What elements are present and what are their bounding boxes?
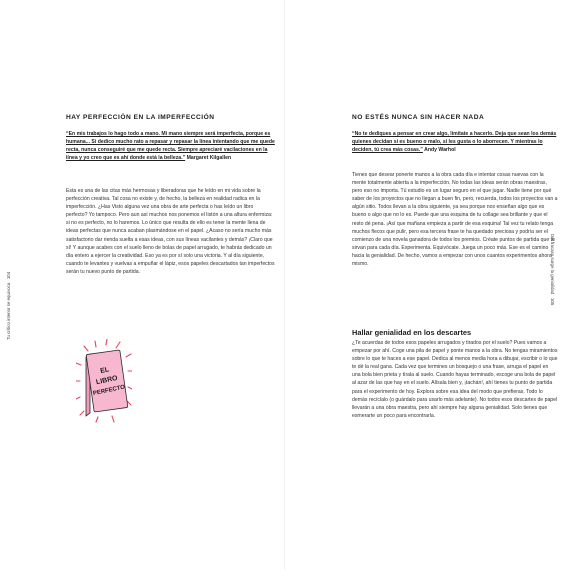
left-body-text: Esta es una de las citas más hermosas y liberadoras que he leído en mi vida sobre la perfección creativa. Tal cosa no existe y, de hecho, la belleza en realidad radica en la imperfección. ¿Has Visto alguna vez una obra de arte perfecta o has leído un libro perfecto? Yo tampoco. Pero aun así muchos nos ponemos el listón a una altura enfermiza: si no es perfecto, no lo haremos. Lo único que resulta de ello es tener la mente llena de ideas perfectas que nunca acaban plasmándose en el papel. ¿Acaso no sería mucho más satisfactorio dar rienda suelta a esas ideas, con sus líneas vacilantes y demás? ¡Claro que sí! Y aunque acabes con el suelo lleno de bolas de papel arrugado, te habrás dedicado un día entero a ejercer la creatividad. Eso ya es por sí solo una victoria. Y al día siguiente, cuando te levantes y vuelvas a empuñar el lápiz, esos papeles descartados tan imperfectos serán tu nuevo punto de partida. <box>66 188 275 275</box>
left-section-title: HAY PERFECCIÓN EN LA IMPERFECCIÓN <box>66 114 215 121</box>
right-running-head: Del fracaso surge la genialidad 105 <box>550 234 555 306</box>
right-page <box>285 0 570 570</box>
svg-text:LIBRO: LIBRO <box>95 374 119 387</box>
perfect-book-illustration <box>76 339 132 423</box>
svg-text:EL: EL <box>99 366 110 376</box>
left-quote-author: Margaret Kilgallen <box>186 154 232 161</box>
left-quote: “En mis trabajos lo hago todo a mano. Mi mano siempre será imperfecta, porque es humana... Si dedico mucho rato a repasar y repasar la línea intentando que me quede recta, nunca conseguiré que me quede recta. Siempre apreciaré vacilaciones en la línea y yo creo que es ahí donde está la belleza.” Margaret Kilgallen <box>66 131 275 161</box>
right-subhead: Hallar genialidad en los descartes <box>352 328 472 337</box>
right-quote: “No te dediques a pensar en crear algo, limítate a hacerlo. Deja que sean los demás quienes decidan si es bueno o malo, si les gusta o lo aborrecen. Y mientras lo deciden, tú crea más cosas.” Andy Warhol <box>352 131 557 153</box>
left-running-head: Tu crítico interior se equivoca 104 <box>6 271 11 340</box>
right-body-text: Tienes que desear ponerte manos a la obra cada día e intentar cosas nuevas con la mente totalmente abierta a la imperfección. No todas las ideas serán obras maestras, pero eso no importa. Tú estudio es un lugar seguro en el que jugar. Nadie tiene por qué saber de los proyectos que no llegan a buen fin, pero, recuerda, todos los proyectos van a algún sitio. Todos llevan a la obra siguiente, ya sea porque nos enseñan algo que es bueno o algo que no lo es. Puede que una esquina de tu collage sea brillante y que el resto dé pena. ¡Así que mañana empieza a partir de esa esquina! Tal vez tu relato tenga muchos flecos que pulir, pero esa tercera frase te ha quedado preciosa y podría ser el comienzo de una novela ganadora de todos los premios. Créate puntos de partida que te sirvan para cada día. Experimenta. Equivócate. Juega un poco más. Ese es el camino hacia la genialidad. De hecho, vamos a empezar con unos cuantos experimentos ahora mismo. <box>352 172 558 268</box>
left-page-number: 104 <box>6 271 11 280</box>
right-quote-author: Andy Warhol <box>424 146 456 153</box>
right-page-number: 105 <box>550 297 555 306</box>
svg-text:PERFECTO: PERFECTO <box>92 384 126 398</box>
right-body-text-2: ¿Te acuerdas de todos esos papeles arrugados y tirados por el suelo? Pues vamos a empezar por ahí. Coge una pila de papel y ponte manos a la obra. No tengas miramientos sobre lo que te haces a ese papel. Dedica al menos media hora a dibujar, escribir o lo que te dé la real gana. Cada vez que termines un bosquejo o una frase, arruga el papel en una bola bien prieta y tírala al suelo. Cuando hayas terminado, escoge una bola de papel al azar de las que hay en el suelo. Alísala bien y, ¡tachán!, ahí tienes tu punto de partida para el experimento de hoy. Explora sobre esa idea del modo que prefieras. Todo lo demás recíclalo (o guárdalo para usarlo más adelante). No todos esos descartes de papel llevarán a una obra maestra, pero ahí siempre hay alguna genialidad. Solo tienes que esmerarte un poco para encontrarla. <box>352 340 558 419</box>
right-section-title: NO ESTÉS NUNCA SIN HACER NADA <box>352 114 485 121</box>
